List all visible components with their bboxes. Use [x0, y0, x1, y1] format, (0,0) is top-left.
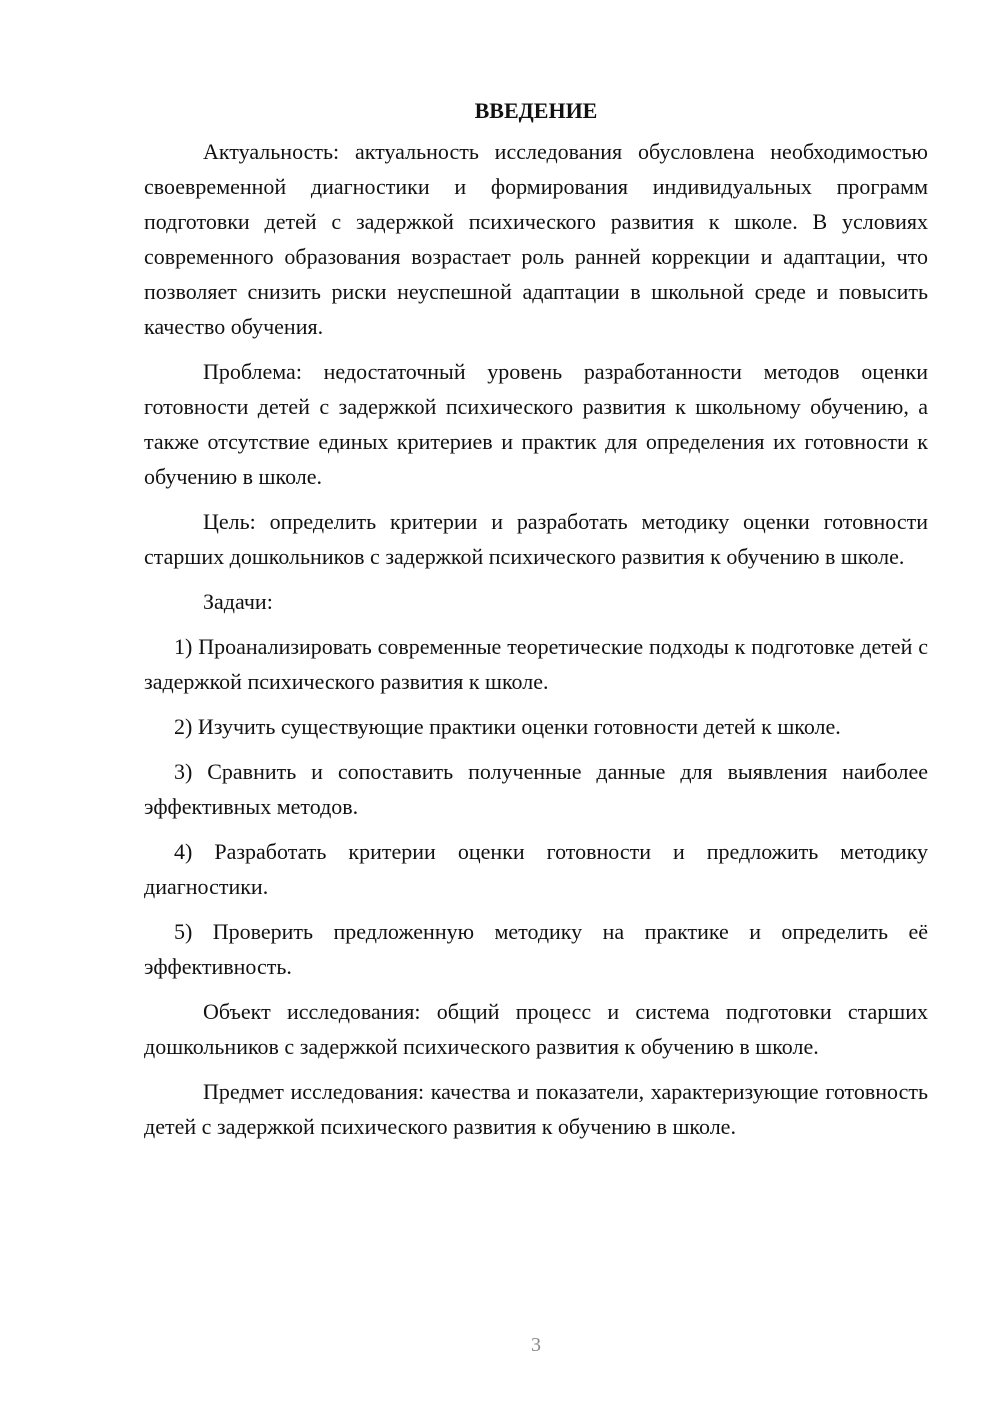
- paragraph-relevance: Актуальность: актуальность исследования обусловлена необходимостью своевременной диагностики и формирования индивидуальных программ подготовки детей с задержкой психического развития к школе. В условиях современного образования возрастает роль ранней коррекции и адаптации, что позволяет снизить риски неуспешной адаптации в школьной среде и повысить качество обучения.: [144, 139, 928, 339]
- task-item-5: 5) Проверить предложенную методику на практике и определить её эффективность.: [144, 919, 928, 979]
- paragraph-problem: Проблема: недостаточный уровень разработанности методов оценки готовности детей с задержкой психического развития к школьному обучению, а также отсутствие единых критериев и практик для определения их готовности к обучению в школе.: [144, 359, 928, 489]
- page-title: ВВЕДЕНИЕ: [474, 98, 598, 123]
- paragraph-tasks-heading: Задачи:: [203, 589, 273, 614]
- paragraph-object: Объект исследования: общий процесс и система подготовки старших дошкольников с задержкой психического развития к обучению в школе.: [144, 999, 928, 1059]
- task-item-3: 3) Сравнить и сопоставить полученные данные для выявления наиболее эффективных методов.: [144, 759, 928, 819]
- paragraph-goal: Цель: определить критерии и разработать методику оценки готовности старших дошкольников с задержкой психического развития к обучению в школе.: [144, 509, 928, 569]
- task-item-4: 4) Разработать критерии оценки готовности и предложить методику диагностики.: [144, 839, 928, 899]
- task-item-1: 1) Проанализировать современные теоретические подходы к подготовке детей с задержкой психического развития к школе.: [144, 634, 928, 694]
- task-item-2: 2) Изучить существующие практики оценки готовности детей к школе.: [174, 714, 841, 739]
- document-body: [144, 94, 928, 1154]
- paragraph-subject: Предмет исследования: качества и показатели, характеризующие готовность детей с задержкой психического развития к обучению в школе.: [144, 1079, 928, 1139]
- page-number: 3: [531, 1334, 541, 1356]
